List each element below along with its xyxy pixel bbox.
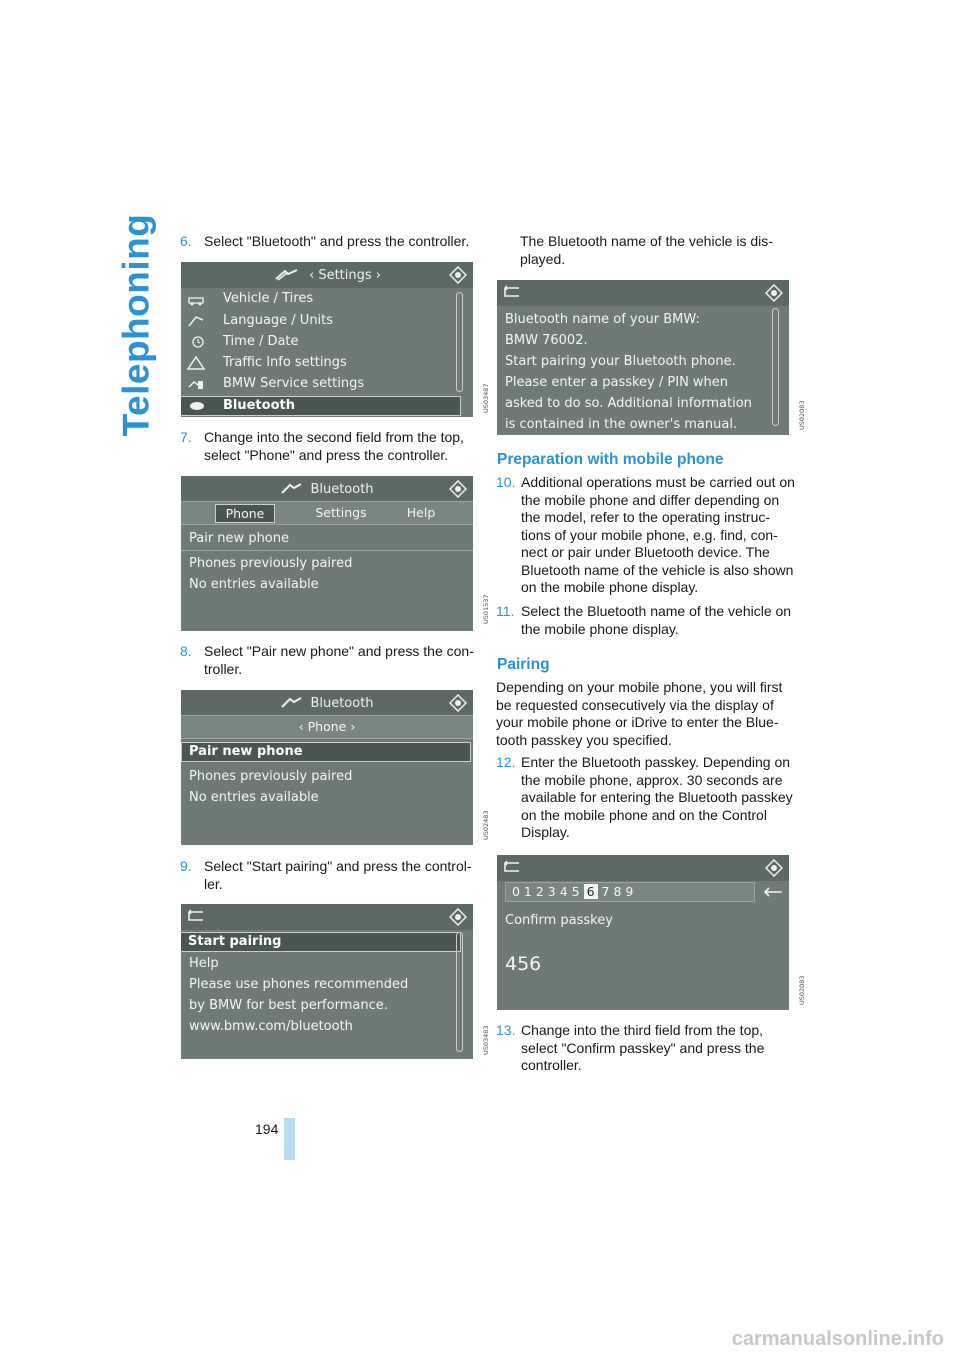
- bluetooth-name-screen: [497, 280, 789, 435]
- controller-dial-icon: [449, 694, 467, 712]
- info-line: asked to do so. Additional information: [505, 396, 752, 411]
- step-11: 11. Select the Bluetooth name of the vehicle on the mobile phone display.: [496, 603, 792, 637]
- info-line: Bluetooth name of your BMW:: [505, 312, 700, 327]
- image-code: US03487: [482, 383, 490, 413]
- empty-list-text: No entries available: [189, 790, 319, 805]
- digits-before[interactable]: 0 1 2 3 4 5: [512, 884, 580, 899]
- service-icon: [187, 377, 205, 391]
- info-text-line: Please use phones recommended: [189, 977, 409, 992]
- passkey-value: 456: [505, 953, 542, 975]
- controller-dial-icon: [765, 284, 783, 302]
- empty-list-text: No entries available: [189, 577, 319, 592]
- tab-bar: [181, 501, 473, 525]
- car-icon: [187, 293, 205, 307]
- back-icon[interactable]: [503, 285, 521, 299]
- info-line: is contained in the owner's manual.: [505, 417, 738, 432]
- step-9: 9. Select "Start pairing" and press the control-ler.: [180, 858, 472, 892]
- screen-title: Bluetooth: [181, 690, 473, 716]
- menu-item-help[interactable]: Help: [189, 956, 219, 971]
- step-12: 12. Enter the Bluetooth passkey. Depending on the mobile phone, approx. 30 seconds are available for entering the Bluetooth passkey on the mobile phone and on the Control Display.: [496, 754, 793, 840]
- settings-icon: [273, 268, 303, 282]
- menu-item-start-pairing-selected[interactable]: Start pairing: [181, 932, 461, 952]
- step-10: 10. Additional operations must be carried out on the mobile phone and differ depending on the model, refer to the operating instruc-tions of your mobile phone, e.g. find, con-nect or pair under Bluetooth device. The Bluetooth name of the vehicle is also shown on the mobile phone display.: [496, 474, 795, 595]
- traffic-warning-icon: [187, 356, 205, 370]
- digit-speller[interactable]: [505, 882, 755, 902]
- menu-item-time-date[interactable]: Time / Date: [223, 334, 299, 349]
- backspace-icon[interactable]: [763, 886, 783, 898]
- scrollbar[interactable]: [456, 292, 463, 392]
- scrollbar[interactable]: [772, 308, 779, 426]
- digits-after[interactable]: 7 8 9: [601, 884, 634, 899]
- image-code: US02083: [798, 975, 806, 1005]
- info-text-url: www.bmw.com/bluetooth: [189, 1019, 353, 1034]
- menu-item-bluetooth-selected[interactable]: Bluetooth: [181, 396, 461, 416]
- vehicle-bluetooth-name: BMW 76002.: [505, 333, 588, 348]
- subtitle-bar[interactable]: ‹ Phone ›: [181, 715, 473, 739]
- controller-dial-icon: [449, 908, 467, 926]
- bluetooth-icon: [280, 696, 304, 710]
- settings-screen: [181, 262, 473, 417]
- menu-item-vehicle-tires[interactable]: Vehicle / Tires: [223, 291, 314, 306]
- tab-help[interactable]: Help: [406, 505, 436, 520]
- controller-dial-icon: [765, 859, 783, 877]
- menu-item-pair-new-phone-selected[interactable]: Pair new phone: [181, 742, 471, 762]
- clock-icon: [187, 335, 205, 349]
- menu-item-traffic-info[interactable]: Traffic Info settings: [223, 355, 347, 370]
- bluetooth-tabs-screen: [181, 476, 473, 631]
- info-line: Please enter a passkey / PIN when: [505, 375, 729, 390]
- info-text-line: by BMW for best performance.: [189, 998, 388, 1013]
- bluetooth-icon: [187, 399, 205, 413]
- image-code: US02483: [482, 810, 490, 840]
- pairing-intro: Depending on your mobile phone, you will first be requested consecutively via the display of your mobile phone or iDrive to enter the Blue-tooth passkey you specified.: [496, 679, 783, 748]
- right-intro-text: The Bluetooth name of the vehicle is dis-played.: [520, 233, 773, 267]
- screen-header: [497, 280, 789, 306]
- confirm-passkey-item[interactable]: Confirm passkey: [505, 913, 613, 928]
- controller-dial-icon: [449, 266, 467, 284]
- heading-pairing: Pairing: [497, 656, 550, 673]
- step-13: 13. Change into the third field from the top, select "Confirm passkey" and press the controller.: [496, 1022, 765, 1073]
- menu-item-previously-paired[interactable]: Phones previously paired: [189, 769, 353, 784]
- menu-item-previously-paired[interactable]: Phones previously paired: [189, 556, 353, 571]
- back-icon[interactable]: [503, 860, 521, 874]
- bluetooth-phone-screen: [181, 690, 473, 845]
- scrollbar[interactable]: [456, 932, 463, 1052]
- controller-dial-icon: [449, 480, 467, 498]
- section-title: Telephoning: [115, 213, 156, 437]
- step-7: 7. Change into the second field from the top, select "Phone" and press the controller.: [180, 429, 464, 463]
- screen-title: ‹ Settings ›: [181, 262, 473, 288]
- step-6: 6. Select "Bluetooth" and press the controller.: [180, 233, 470, 249]
- start-pairing-screen: [181, 904, 473, 1059]
- tab-phone[interactable]: Phone: [215, 504, 275, 523]
- screen-header: [181, 904, 473, 930]
- image-code: US03483: [482, 1025, 490, 1055]
- back-icon[interactable]: [187, 909, 205, 923]
- image-code: US01537: [482, 594, 490, 624]
- step-8: 8. Select "Pair new phone" and press the con-troller.: [180, 643, 474, 677]
- passkey-screen: [497, 855, 789, 1010]
- menu-item-language-units[interactable]: Language / Units: [223, 313, 334, 328]
- image-code: US02083: [798, 400, 806, 430]
- page-number: 194: [255, 1121, 279, 1137]
- screen-title: Bluetooth: [181, 476, 473, 502]
- info-line: Start pairing your Bluetooth phone.: [505, 354, 736, 369]
- divider: [181, 550, 473, 551]
- digit-selected[interactable]: 6: [584, 884, 598, 899]
- menu-item-pair-new-phone[interactable]: Pair new phone: [189, 531, 289, 546]
- page-marker-bar: [284, 1118, 295, 1160]
- menu-item-bmw-service[interactable]: BMW Service settings: [223, 376, 365, 391]
- bluetooth-icon: [280, 482, 304, 496]
- language-icon: [187, 314, 205, 328]
- tab-settings[interactable]: Settings: [315, 505, 367, 520]
- screen-header: [497, 855, 789, 881]
- heading-preparation: Preparation with mobile phone: [497, 451, 724, 468]
- watermark: carmanualsonline.info: [731, 1328, 944, 1350]
